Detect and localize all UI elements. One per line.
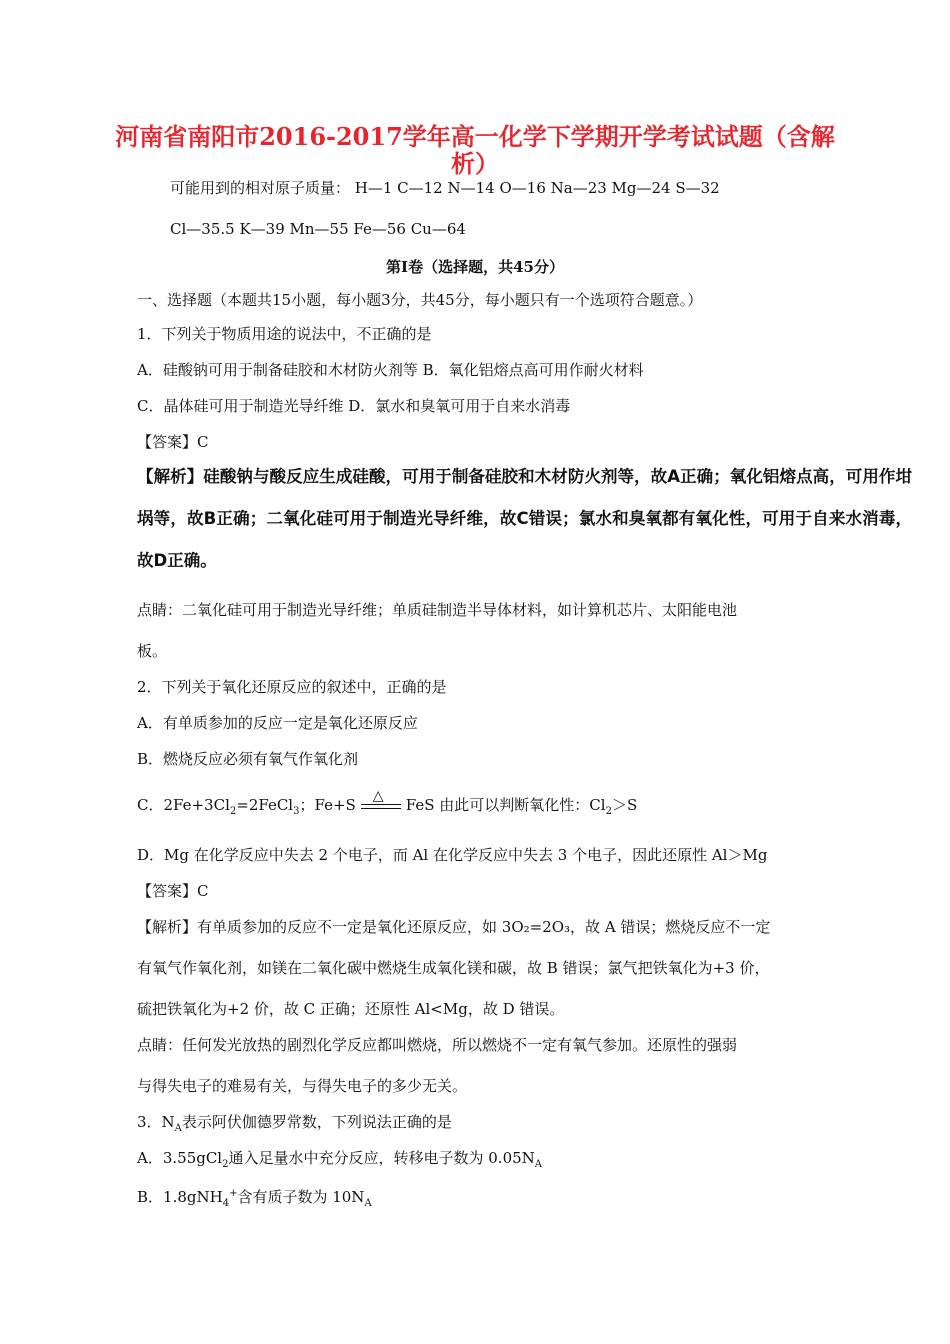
q3-stem-part2: 表示阿伏伽德罗常数，下列说法正确的是 bbox=[181, 1113, 452, 1131]
q3-option-b-part1: B．1.8gNH bbox=[137, 1188, 223, 1206]
equals-bar-bottom bbox=[361, 808, 401, 809]
q3-stem-part1: 3．N bbox=[137, 1113, 175, 1131]
q2-option-c-part5: ＞S bbox=[611, 796, 638, 814]
subscript: 4 bbox=[222, 1198, 230, 1209]
q2-option-d: D．Mg 在化学反应中失去 2 个电子，而 Al 在化学反应中失去 3 个电子，因此还原性 Al＞Mg bbox=[137, 846, 768, 864]
atomic-mass-line1: 可能用到的相对原子质量： H—1 C—12 N—14 O—16 Na—23 Mg—24 S—32 bbox=[170, 179, 720, 197]
subscript: 2 bbox=[229, 806, 237, 817]
q1-note-line2: 板。 bbox=[137, 642, 168, 660]
atomic-mass-line2: Cl—35.5 K—39 Mn—55 Fe—56 Cu—64 bbox=[170, 220, 466, 238]
q2-analysis-line2: 有氧气作氧化剂，如镁在二氧化碳中燃烧生成氧化镁和碳，故 B 错误；氯气把铁氧化为+3 价， bbox=[137, 959, 770, 977]
q3-option-b bbox=[137, 1184, 372, 1214]
q2-option-b: B．燃烧反应必须有氧气作氧化剂 bbox=[137, 750, 359, 768]
q1-stem: 1．下列关于物质用途的说法中，不正确的是 bbox=[137, 325, 432, 343]
q2-stem: 2．下列关于氧化还原反应的叙述中，正确的是 bbox=[137, 678, 447, 696]
q3-option-a-part1: A．3.55gCl bbox=[137, 1149, 223, 1167]
heating-condition-sign bbox=[357, 788, 405, 817]
q2-option-c-part3: ；Fe+S bbox=[299, 796, 356, 814]
q3-option-b-part2: 含有质子数为 10N bbox=[237, 1188, 365, 1206]
subscript: A bbox=[174, 1123, 182, 1134]
q1-answer: 【答案】C bbox=[137, 433, 209, 451]
section-intro: 一、选择题（本题共15小题，每小题3分，共45分，每小题只有一个选项符合题意。） bbox=[137, 291, 703, 309]
q1-options-cd: C．晶体硅可用于制造光导纤维 D．氯水和臭氧可用于自来水消毒 bbox=[137, 397, 571, 415]
q2-note-line2: 与得失电子的难易有关，与得失电子的多少无关。 bbox=[137, 1077, 468, 1095]
q2-answer: 【答案】C bbox=[137, 882, 209, 900]
q3-option-a-part2: 通入足量水中充分反应，转移电子数为 0.05N bbox=[228, 1149, 535, 1167]
q1-analysis: 【解析】硅酸钠与酸反应生成硅酸，可用于制备硅胶和木材防火剂等，故A正确；氧化铝熔点高，可用作坩埚等，故B正确；二氧化硅可用于制造光导纤维，故C错误；氯水和臭氧都有氧化性，可用于自来水消毒，故D正确。 bbox=[137, 467, 912, 570]
q2-analysis-line1: 【解析】有单质参加的反应不一定是氧化还原反应，如 3O₂=2O₃，故 A 错误；燃烧反应不一定 bbox=[137, 918, 771, 936]
q2-option-c-part4: FeS 由此可以判断氧化性：Cl bbox=[405, 796, 606, 814]
q2-option-c-part1: C．2Fe+3Cl bbox=[137, 796, 230, 814]
q2-option-c bbox=[137, 788, 638, 822]
heat-triangle-icon: △ bbox=[372, 788, 384, 804]
subscript: 2 bbox=[222, 1159, 229, 1170]
document-title-line2: 析） bbox=[451, 149, 499, 178]
q1-note-line1: 点睛：二氧化硅可用于制造光导纤维；单质硅制造半导体材料，如计算机芯片、太阳能电池 bbox=[137, 601, 738, 619]
subscript: 2 bbox=[605, 806, 612, 817]
document-title-line1: 河南省南阳市2016-2017学年高一化学下学期开学考试试题（含解 bbox=[115, 122, 835, 151]
q2-option-c-part2: =2FeCl bbox=[236, 796, 294, 814]
q2-note-line1: 点睛：任何发光放热的剧烈化学反应都叫燃烧，所以燃烧不一定有氧气参加。还原性的强弱 bbox=[137, 1036, 738, 1054]
equals-bar-top bbox=[361, 804, 401, 805]
q2-analysis-line3: 硫把铁氧化为+2 价，故 C 正确；还原性 Al<Mg，故 D 错误。 bbox=[137, 1000, 565, 1018]
superscript: + bbox=[229, 1188, 238, 1199]
subscript: A bbox=[364, 1198, 372, 1209]
q1-options-ab: A．硅酸钠可用于制备硅胶和木材防火剂等 B．氧化铝熔点高可用作耐火材料 bbox=[137, 361, 644, 379]
q2-option-a: A．有单质参加的反应一定是氧化还原反应 bbox=[137, 714, 418, 732]
q3-option-a bbox=[137, 1148, 542, 1175]
subscript: 3 bbox=[293, 806, 300, 817]
subscript: A bbox=[534, 1159, 543, 1170]
q3-stem bbox=[137, 1112, 452, 1139]
section-title: 第Ⅰ卷（选择题，共45分） bbox=[386, 258, 564, 276]
